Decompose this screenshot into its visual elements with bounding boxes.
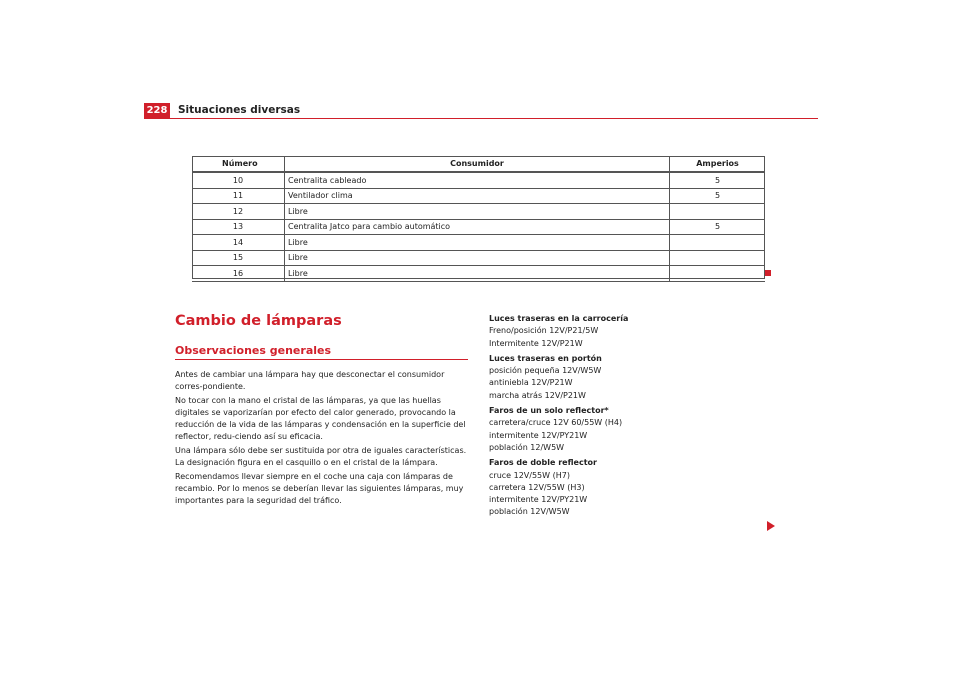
paragraph: Una lámpara sólo debe ser sustituida por otra de iguales características. La designación figura en el casquillo o en el cristal de la lámpara. <box>175 446 467 467</box>
header-rule <box>144 118 818 119</box>
next-page-arrow-icon <box>767 521 775 531</box>
lamp-group-heading: Luces traseras en la carrocería <box>489 314 629 323</box>
subsection-title: Observaciones generales <box>175 344 332 357</box>
lamp-item: Intermitente 12V/P21W <box>489 338 583 348</box>
fuse-number: 14 <box>192 235 285 251</box>
lamp-item: población 12V/W5W <box>489 507 570 517</box>
amperage: 5 <box>670 172 766 188</box>
end-of-section-marker <box>765 270 771 276</box>
column-header-number: Número <box>192 156 285 172</box>
lamp-item: población 12/W5W <box>489 442 565 452</box>
consumer-name: Centralita cableado <box>285 172 670 188</box>
consumer-name: Libre <box>285 250 670 266</box>
paragraph: Recomendamos llevar siempre en el coche una caja con lámparas de recambio. Por lo menos se deberían llevar las siguientes lámparas, muy importantes para la seguridad del tráfico. <box>175 472 464 505</box>
lamp-group-heading: Faros de un solo reflector* <box>489 406 609 416</box>
lamp-item: posición pequeña 12V/W5W <box>489 366 602 376</box>
lamp-group <box>489 313 689 350</box>
subsection-rule <box>175 359 468 360</box>
consumer-name: Ventilador clima <box>285 188 670 204</box>
lamp-group-heading: Faros de doble reflector <box>489 458 597 468</box>
lamp-item: marcha atrás 12V/P21W <box>489 390 586 400</box>
body-text <box>175 369 471 509</box>
lamp-group-heading: Luces traseras en portón <box>489 353 602 363</box>
lamp-item: carretera 12V/55W (H3) <box>489 482 585 492</box>
lamp-item: cruce 12V/55W (H7) <box>489 470 570 480</box>
fuse-number: 12 <box>192 204 285 220</box>
table-frame <box>192 156 765 279</box>
paragraph: Antes de cambiar una lámpara hay que desconectar el consumidor corres-pondiente. <box>175 370 445 391</box>
lamp-list <box>489 313 689 522</box>
fuse-number: 11 <box>192 188 285 204</box>
fuse-number: 13 <box>192 219 285 235</box>
consumer-name: Libre <box>285 235 670 251</box>
lamp-item: intermitente 12V/PY21W <box>489 495 588 505</box>
fuse-number: 16 <box>192 266 285 282</box>
paragraph: No tocar con la mano el cristal de las lámparas, ya que las huellas digitales se vaporizarían por efecto del calor generado, provocando la reducción de la vida de las lámparas y condensación en la superficie del reflector, redu-ciendo así su eficacia. <box>175 396 466 441</box>
column-header-amps: Amperios <box>670 156 766 172</box>
amperage: 5 <box>670 188 766 204</box>
header-title: Situaciones diversas <box>178 104 301 116</box>
lamp-item: antiniebla 12V/P21W <box>489 378 573 388</box>
fuse-number: 15 <box>192 250 285 266</box>
fuse-number: 10 <box>192 172 285 188</box>
lamp-item: intermitente 12V/PY21W <box>489 430 588 440</box>
consumer-name: Libre <box>285 266 670 282</box>
amperage: 5 <box>670 219 766 235</box>
section-title: Cambio de lámparas <box>175 313 342 329</box>
lamp-item: Freno/posición 12V/P21/5W <box>489 326 599 336</box>
consumer-name: Centralita Jatco para cambio automático <box>285 219 670 235</box>
lamp-group <box>489 353 689 402</box>
column-header-consumer: Consumidor <box>285 156 670 172</box>
lamp-item: carretera/cruce 12V 60/55W (H4) <box>489 418 623 428</box>
consumer-name: Libre <box>285 204 670 220</box>
page-number: 228 <box>144 103 170 118</box>
lamp-group <box>489 405 689 454</box>
lamp-group <box>489 457 689 518</box>
